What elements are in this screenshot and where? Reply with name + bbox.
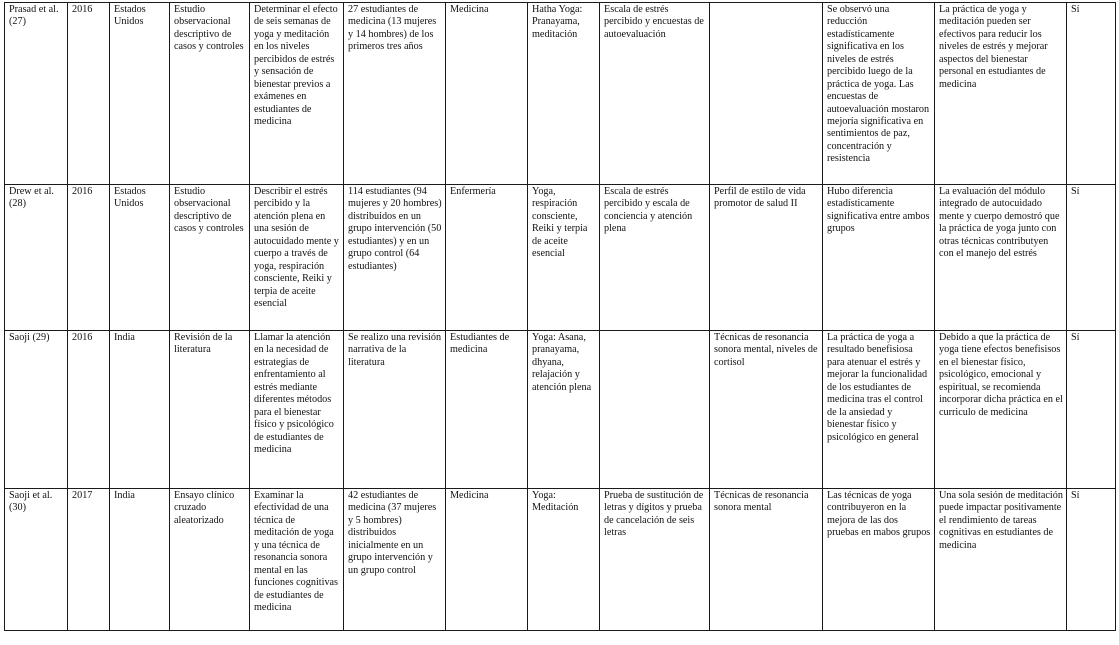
objective-cell: Examinar la efectividad de una técnica de meditación de yoga y una técnica de resonancia sonora mental en las funciones cognitivas de estudiantes de medicina [250, 489, 344, 631]
field-cell: Enfermería [446, 185, 528, 331]
year-cell: 2016 [68, 3, 110, 185]
conclusion-cell: La práctica de yoga y meditación pueden ser efectivos para reducir los niveles de estrés y mejorar aspectos del bienestar personal en estudiantes de medicina [935, 3, 1067, 185]
intervention-cell: Yoga, respiración consciente, Reiki y terpia de aceite esencial [528, 185, 600, 331]
instrument-cell: Escala de estrés percibido y encuestas de autoevaluación [600, 3, 710, 185]
sample-cell: 114 estudiantes (94 mujeres y 20 hombres) distribuidos en un grupo intervención (50 estudiantes) y en un grupo control (64 estudiantes) [344, 185, 446, 331]
country-cell: Estados Unidos [110, 3, 170, 185]
sample-cell: Se realizo una revisión narrativa de la literatura [344, 331, 446, 489]
table-row [5, 331, 1116, 489]
author-cell: Saoji (29) [5, 331, 68, 489]
intervention-cell: Yoga: Meditación [528, 489, 600, 631]
objective-cell: Describir el estrés percibido y la atención plena en una sesión de autocuidado mente y cuerpo a través de yoga, respiración consciente, Reiki y terpia de aceite esencial [250, 185, 344, 331]
included-cell: Sí [1067, 331, 1116, 489]
author-cell: Drew et al. (28) [5, 185, 68, 331]
results-cell: Se observó una reducción estadísticamente significativa en los niveles de estrés percibido luego de la práctica de yoga. Las encuestas de autoevaluación mostaron mejoría significativa en sentimientos de paz, concentración y resistencia [823, 3, 935, 185]
year-cell: 2016 [68, 331, 110, 489]
year-cell: 2017 [68, 489, 110, 631]
secondary-instrument-cell: Técnicas de resonancia sonora mental, niveles de cortisol [710, 331, 823, 489]
design-cell: Estudio observacional descriptivo de casos y controles [170, 185, 250, 331]
sample-cell: 42 estudiantes de medicina (37 mujeres y 5 hombres) distribuidos inicialmente en un grupo intervención y un grupo control [344, 489, 446, 631]
country-cell: Estados Unidos [110, 185, 170, 331]
secondary-instrument-cell [710, 3, 823, 185]
included-cell: Sí [1067, 3, 1116, 185]
secondary-instrument-cell: Técnicas de resonancia sonora mental [710, 489, 823, 631]
table-row [5, 185, 1116, 331]
design-cell: Ensayo clínico cruzado aleatorizado [170, 489, 250, 631]
field-cell: Estudiantes de medicina [446, 331, 528, 489]
conclusion-cell: La evaluación del módulo integrado de autocuidado mente y cuerpo demostró que la práctica de yoga junto con otras técnicas contributyen con el manejo del estrés [935, 185, 1067, 331]
results-cell: Hubo diferencia estadísticamente significativa entre ambos grupos [823, 185, 935, 331]
included-cell: Sí [1067, 185, 1116, 331]
design-cell: Revisión de la literatura [170, 331, 250, 489]
design-cell: Estudio observacional descriptivo de casos y controles [170, 3, 250, 185]
objective-cell: Determinar el efecto de seis semanas de yoga y meditación en los niveles percibidos de estrés y sensación de bienestar previos a exámenes en estudiantes de medicina [250, 3, 344, 185]
country-cell: India [110, 489, 170, 631]
instrument-cell: Escala de estrés percibido y escala de conciencia y atención plena [600, 185, 710, 331]
conclusion-cell: Debido a que la práctica de yoga tiene efectos benefisisos en el bienestar físico, psicológico, emocional y espiritual, se recomienda incorporar dicha práctica en el curriculo de medicina [935, 331, 1067, 489]
field-cell: Medicina [446, 489, 528, 631]
studies-table [4, 2, 1116, 631]
instrument-cell [600, 331, 710, 489]
table-row [5, 489, 1116, 631]
included-cell: Sí [1067, 489, 1116, 631]
sample-cell: 27 estudiantes de medicina (13 mujeres y 14 hombres) de los primeros tres años [344, 3, 446, 185]
field-cell: Medicina [446, 3, 528, 185]
results-cell: La práctica de yoga a resultado benefisiosa para atenuar el estrés y mejorar la funcionalidad de los estudiantes de medicina tras el control de la ansiedad y bienestar físico y psicológico en general [823, 331, 935, 489]
intervention-cell: Yoga: Asana, pranayama, dhyana, relajación y atención plena [528, 331, 600, 489]
secondary-instrument-cell: Perfil de estilo de vida promotor de salud II [710, 185, 823, 331]
country-cell: India [110, 331, 170, 489]
conclusion-cell: Una sola sesión de meditación puede impactar positivamente el rendimiento de tareas cognitivas en estudiantes de medicina [935, 489, 1067, 631]
results-cell: Las técnicas de yoga contribuyeron en la mejora de las dos pruebas en mabos grupos [823, 489, 935, 631]
table-row [5, 3, 1116, 185]
instrument-cell: Prueba de sustitución de letras y dígitos y prueba de cancelación de seis letras [600, 489, 710, 631]
intervention-cell: Hatha Yoga: Pranayama, meditación [528, 3, 600, 185]
author-cell: Saoji et al. (30) [5, 489, 68, 631]
author-cell: Prasad et al. (27) [5, 3, 68, 185]
objective-cell: Llamar la atención en la necesidad de estrategias de enfrentamiento al estrés mediante diferentes métodos para el bienestar físico y psicológico de estudiantes de medicina [250, 331, 344, 489]
year-cell: 2016 [68, 185, 110, 331]
